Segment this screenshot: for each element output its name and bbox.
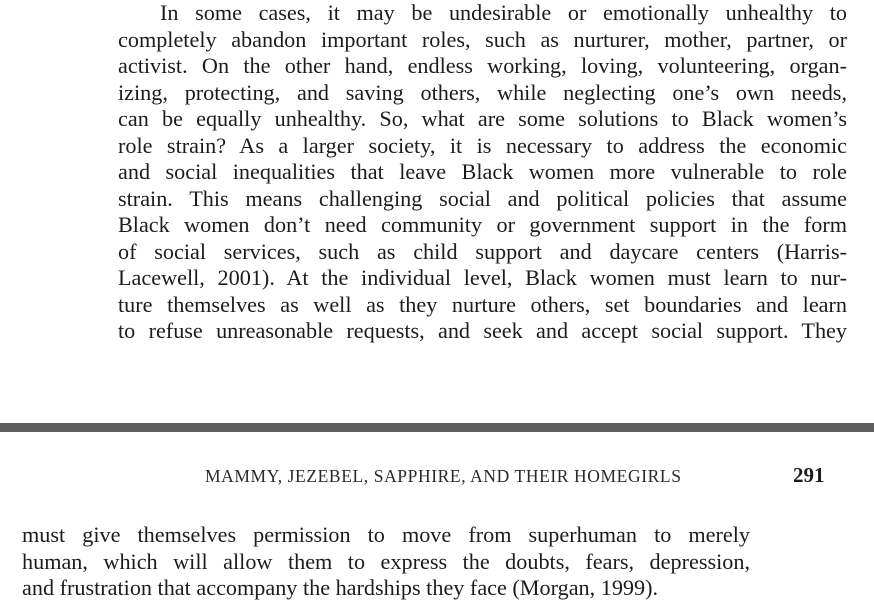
text-line: Lacewell, 2001). At the individual level, Black women must learn to nur- (118, 265, 847, 290)
text-line: role strain? As a larger society, it is necessary to address the economic (118, 132, 847, 158)
text-line: to refuse unreasonable requests, and seek and accept social support. They (118, 318, 847, 343)
text-line: izing, protecting, and saving others, while neglecting one’s own needs, (118, 79, 847, 105)
text-line: ture themselves as well as they nurture others, set boundaries and learn (118, 291, 847, 317)
page-number: 291 (793, 463, 825, 487)
running-head: MAMMY, JEZEBEL, SAPPHIRE, AND THEIR HOMEGIRLS (205, 466, 682, 486)
text-line: activist. On the other hand, endless working, loving, volunteering, organ- (118, 53, 847, 78)
page-divider (0, 423, 874, 432)
text-line: and frustration that accompany the hardships they face (Morgan, 1999). (22, 575, 659, 600)
text-line: Black women don’t need community or government support in the form (118, 212, 847, 237)
text-line: and social inequalities that leave Black women more vulnerable to role (118, 159, 847, 184)
text-line: strain. This means challenging social and political policies that assume (118, 185, 847, 211)
text-line: human, which will allow them to express the doubts, fears, depression, (22, 548, 750, 574)
text-line: must give themselves permission to move from superhuman to merely (22, 522, 750, 547)
text-line: of social services, such as child support and daycare centers (Harris- (118, 238, 847, 264)
text-line: In some cases, it may be undesirable or emotionally unhealthy to (160, 0, 847, 25)
text-line: completely abandon important roles, such as nurturer, mother, partner, or (118, 26, 847, 52)
text-line: can be equally unhealthy. So, what are some solutions to Black women’s (118, 106, 847, 131)
